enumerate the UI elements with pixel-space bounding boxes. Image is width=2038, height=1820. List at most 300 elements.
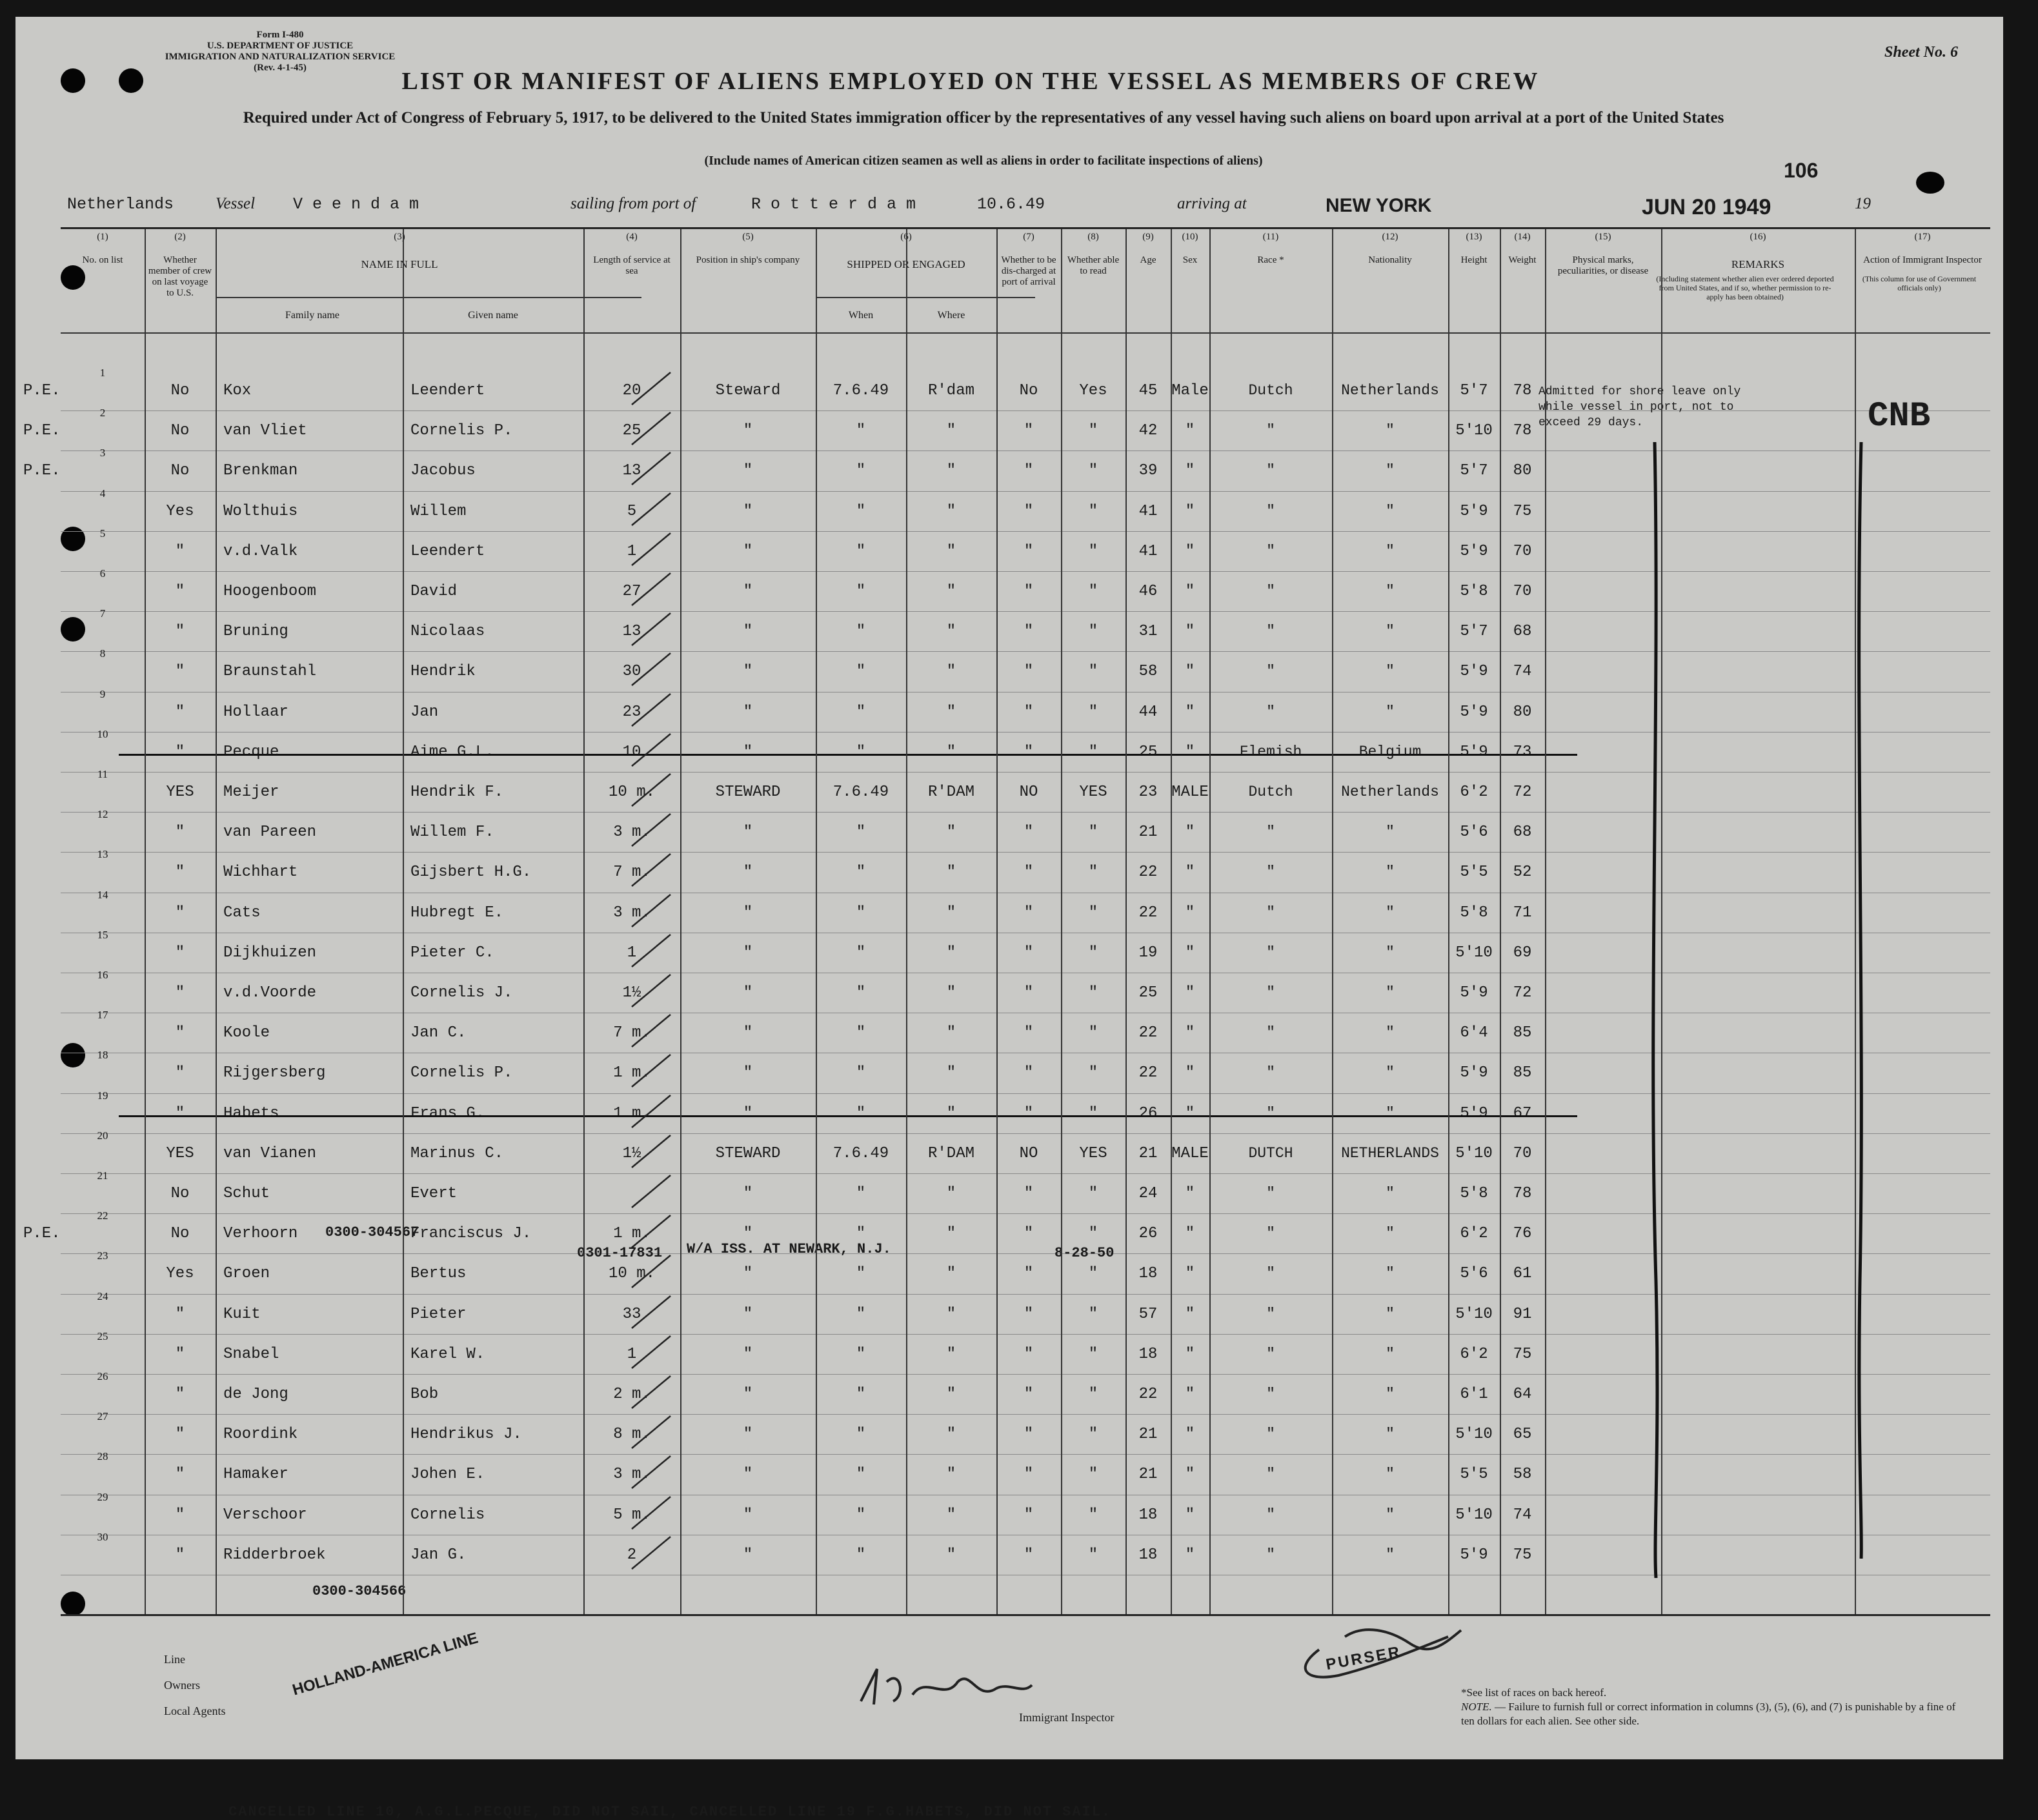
cell-crew: " xyxy=(175,1466,185,1484)
cell-disch: " xyxy=(1024,623,1034,641)
column-rule xyxy=(1500,229,1501,1614)
cell-height: 5'8 xyxy=(1460,583,1488,600)
cell-age: 25 xyxy=(1138,984,1158,1002)
agents-label: Local Agents xyxy=(164,1704,226,1717)
row16-date: 8-28-50 xyxy=(1054,1245,1115,1261)
cell-race: " xyxy=(1266,1426,1275,1443)
cell-service: 1 xyxy=(627,1345,637,1363)
row-number: 16 xyxy=(97,969,108,981)
cell-crew: Yes xyxy=(166,1265,194,1283)
cell-service: 1 xyxy=(627,944,637,962)
cell-nat: " xyxy=(1386,1426,1395,1443)
cell-position: Steward xyxy=(715,382,781,399)
column-rule xyxy=(996,229,998,1614)
cell-age: 39 xyxy=(1138,462,1158,480)
tick-mark xyxy=(629,1011,674,1050)
cell-family: Snabel xyxy=(223,1345,279,1363)
cell-crew: " xyxy=(175,1305,185,1323)
cell-where: " xyxy=(946,1386,956,1403)
races-note: *See list of races on back hereof. xyxy=(1461,1686,1607,1699)
cell-disch: " xyxy=(1024,502,1034,520)
cell-disch: " xyxy=(1024,542,1034,560)
cell-given: Cornelis P. xyxy=(410,1064,513,1082)
cell-when: " xyxy=(856,1104,866,1122)
tick-mark xyxy=(629,1172,674,1211)
cell-disch: " xyxy=(1024,1185,1034,1202)
row-number: 9 xyxy=(99,687,106,700)
cell-sex: " xyxy=(1185,1024,1195,1042)
cell-service: 2 xyxy=(627,1546,637,1564)
inspector-action-mark: CNB xyxy=(1868,397,1931,436)
cell-sex: " xyxy=(1185,502,1195,520)
column-number: (10) xyxy=(1182,232,1198,242)
cell-read: " xyxy=(1088,1185,1098,1202)
cell-service: 3 m. xyxy=(613,824,651,842)
cell-height: 5'9 xyxy=(1460,984,1488,1002)
cell-position: STEWARD xyxy=(715,1144,781,1162)
tick-mark xyxy=(629,851,674,889)
cell-nat: " xyxy=(1386,1345,1395,1362)
cell-where: " xyxy=(946,1185,956,1202)
cell-service: 3 m. xyxy=(613,1466,651,1484)
cell-when: " xyxy=(856,1386,866,1403)
cancellation-note: CANCELLED LINE 10, A.G.L.PECQUE, DID NOT SAIL, CANCELLED LINE 19 F.G.HABETS, DID NOT SAIL. xyxy=(228,1804,1112,1820)
cell-nat: Netherlands xyxy=(1341,784,1439,800)
cell-read: " xyxy=(1088,623,1098,641)
given-name-header: Given name xyxy=(468,310,518,321)
cell-disch: " xyxy=(1024,703,1034,721)
cell-position: " xyxy=(743,1185,753,1202)
cell-disch: " xyxy=(1024,1104,1034,1122)
cell-disch: NO xyxy=(1019,1144,1038,1162)
column-header: REMARKS xyxy=(1731,258,1785,270)
cell-crew: No xyxy=(170,422,190,440)
cell-family: Kuit xyxy=(223,1305,261,1323)
cell-race: " xyxy=(1266,1024,1275,1042)
cell-read: " xyxy=(1088,1024,1098,1042)
row-number: 12 xyxy=(97,808,108,821)
cell-nat: " xyxy=(1386,1305,1395,1322)
column-rule xyxy=(1171,229,1172,1614)
cell-read: " xyxy=(1088,1506,1098,1524)
cell-given: Johen E. xyxy=(410,1466,485,1484)
cell-disch: " xyxy=(1024,1426,1034,1444)
column-rule xyxy=(1855,229,1856,1614)
cell-where: R'DAM xyxy=(927,1144,974,1162)
cell-where: " xyxy=(946,1064,956,1082)
column-rule xyxy=(1125,229,1127,1614)
tick-mark xyxy=(629,691,674,729)
cell-service: 1 m. xyxy=(613,1104,651,1122)
cell-crew: " xyxy=(175,904,185,922)
row-rule xyxy=(61,450,1990,451)
tick-mark xyxy=(629,1413,674,1451)
cell-given: Willem xyxy=(410,502,467,520)
column-number: (6) xyxy=(900,232,912,242)
row16-file-number: 0300-304567 xyxy=(325,1224,419,1240)
cell-family: van Pareen xyxy=(223,824,317,842)
cell-sex: " xyxy=(1185,1345,1195,1363)
cell-crew: Yes xyxy=(166,502,194,520)
cell-weight: 61 xyxy=(1513,1265,1532,1283)
cell-where: " xyxy=(946,542,956,560)
cell-height: 5'9 xyxy=(1460,1546,1488,1564)
row-number: 30 xyxy=(97,1530,108,1543)
cell-race: " xyxy=(1266,462,1275,480)
cell-weight: 78 xyxy=(1513,382,1532,399)
vessel-name: V e e n d a m xyxy=(293,195,419,214)
column-rule xyxy=(1661,229,1662,1614)
column-rule xyxy=(1448,229,1449,1614)
cell-height: 5'10 xyxy=(1455,422,1493,440)
cell-service: 30 xyxy=(622,663,641,681)
cell-race: " xyxy=(1266,542,1275,560)
column-rule xyxy=(1209,229,1211,1614)
cell-age: 46 xyxy=(1138,583,1158,600)
cell-weight: 76 xyxy=(1513,1225,1532,1243)
cell-race: " xyxy=(1266,944,1275,961)
tick-mark xyxy=(629,931,674,970)
cell-crew: YES xyxy=(166,784,194,801)
cell-age: 25 xyxy=(1138,743,1158,761)
departure-date: 10.6.49 xyxy=(977,195,1045,214)
column-number: (14) xyxy=(1514,232,1531,242)
tick-mark xyxy=(629,1493,674,1532)
column-number: (4) xyxy=(626,232,638,242)
cell-disch: " xyxy=(1024,422,1034,440)
cell-where: " xyxy=(946,663,956,681)
row-rule xyxy=(61,1374,1990,1375)
cell-sex: " xyxy=(1185,1225,1195,1243)
cell-weight: 72 xyxy=(1513,984,1532,1002)
cell-family: Ridderbroek xyxy=(223,1546,326,1564)
cell-weight: 74 xyxy=(1513,663,1532,681)
column-header: Position in ship's company xyxy=(696,255,800,265)
cell-crew: " xyxy=(175,1386,185,1403)
revision: (Rev. 4-1-45) xyxy=(254,63,307,73)
cell-disch: " xyxy=(1024,583,1034,600)
cell-when: " xyxy=(856,1466,866,1484)
cell-crew: No xyxy=(170,1225,190,1243)
cell-position: " xyxy=(743,984,753,1002)
cell-race: " xyxy=(1266,583,1275,600)
cell-where: " xyxy=(946,1466,956,1484)
cell-weight: 58 xyxy=(1513,1466,1532,1484)
cell-position: " xyxy=(743,1225,753,1243)
cell-age: 22 xyxy=(1138,1024,1158,1042)
cell-read: " xyxy=(1088,1546,1098,1564)
penalty-note: NOTE. — Failure to furnish full or correct information in columns (3), (5), (6), and (7) is punishable by a fine of ten dollars for each alien. See other side. xyxy=(1461,1701,1956,1727)
cell-weight: 85 xyxy=(1513,1064,1532,1082)
cell-when: " xyxy=(856,743,866,761)
pe-mark: P.E. xyxy=(23,382,61,399)
cell-read: " xyxy=(1088,703,1098,721)
pe-mark: P.E. xyxy=(23,422,61,440)
cell-age: 22 xyxy=(1138,1386,1158,1403)
cell-position: " xyxy=(743,864,753,882)
cell-service: 10 m. xyxy=(608,784,655,801)
column-header: Whether to be dis-charged at port of arrival xyxy=(1001,255,1056,287)
cell-given: Jan G. xyxy=(410,1546,467,1564)
row-number: 29 xyxy=(97,1490,108,1503)
row-number: 25 xyxy=(97,1330,108,1342)
cell-family: Koole xyxy=(223,1024,270,1042)
cell-race: " xyxy=(1266,1265,1275,1282)
cell-when: " xyxy=(856,422,866,440)
row-number: 26 xyxy=(97,1370,108,1382)
row-number: 4 xyxy=(99,487,106,500)
cell-age: 22 xyxy=(1138,1064,1158,1082)
cell-nat: " xyxy=(1386,1024,1395,1042)
cell-age: 18 xyxy=(1138,1546,1158,1564)
cell-given: Franciscus J. xyxy=(410,1225,532,1243)
cell-where: R'DAM xyxy=(927,784,974,801)
stamp-number: 106 xyxy=(1784,159,1819,182)
cell-service: 8 m. xyxy=(613,1426,651,1444)
cell-age: 21 xyxy=(1138,1144,1158,1162)
row-number: 7 xyxy=(99,607,106,620)
cell-sex: " xyxy=(1185,623,1195,641)
cell-weight: 72 xyxy=(1513,784,1532,801)
cell-age: 24 xyxy=(1138,1185,1158,1202)
cell-nat: NETHERLANDS xyxy=(1341,1144,1439,1162)
cell-where: " xyxy=(946,703,956,721)
include-note: (Include names of American citizen seamen as well as aliens in order to facilitate inspections of aliens) xyxy=(704,154,1263,168)
cell-read: " xyxy=(1088,1386,1098,1403)
tick-mark xyxy=(629,771,674,809)
row-rule xyxy=(61,571,1990,572)
cell-given: Pieter xyxy=(410,1305,467,1323)
cell-crew: " xyxy=(175,1064,185,1082)
cell-given: Frans G. xyxy=(410,1104,485,1122)
owners-label: Owners xyxy=(164,1679,200,1692)
cell-position: " xyxy=(743,1024,753,1042)
tick-mark xyxy=(629,650,674,689)
cell-position: " xyxy=(743,1426,753,1444)
cell-nat: " xyxy=(1386,1225,1395,1242)
arrival-port: NEW YORK xyxy=(1326,195,1432,216)
cell-position: " xyxy=(743,1546,753,1564)
column-number: (16) xyxy=(1750,232,1766,242)
cell-service: 33 xyxy=(622,1305,641,1323)
cell-height: 5'9 xyxy=(1460,1104,1488,1122)
cell-nat: " xyxy=(1386,984,1395,1001)
tick-mark xyxy=(629,490,674,529)
cell-nat: " xyxy=(1386,1185,1395,1202)
row-rule xyxy=(61,531,1990,532)
column-header: Race * xyxy=(1257,255,1284,265)
column-number: (11) xyxy=(1262,232,1279,242)
cell-weight: 78 xyxy=(1513,1185,1532,1202)
row-rule xyxy=(61,1173,1990,1174)
cell-read: " xyxy=(1088,1104,1098,1122)
cell-disch: " xyxy=(1024,1024,1034,1042)
row-rule xyxy=(61,772,1990,773)
row-rule xyxy=(61,732,1990,733)
cell-when: " xyxy=(856,1024,866,1042)
row-number: 11 xyxy=(97,768,108,780)
cell-crew: No xyxy=(170,462,190,480)
cell-sex: MALE xyxy=(1171,1144,1209,1162)
cell-disch: " xyxy=(1024,1546,1034,1564)
cell-sex: " xyxy=(1185,743,1195,761)
agent-stamp: HOLLAND-AMERICA LINE xyxy=(290,1629,480,1699)
cell-weight: 70 xyxy=(1513,542,1532,560)
cell-family: v.d.Voorde xyxy=(223,984,317,1002)
cell-given: Leendert xyxy=(410,382,485,399)
cell-where: " xyxy=(946,1426,956,1444)
punch-hole xyxy=(61,68,85,93)
cell-position: " xyxy=(743,623,753,641)
tick-mark xyxy=(629,1533,674,1572)
row-rule xyxy=(61,1253,1990,1254)
cell-nat: " xyxy=(1386,462,1395,480)
row-rule xyxy=(61,491,1990,492)
cell-height: 5'8 xyxy=(1460,1185,1488,1202)
cell-age: 26 xyxy=(1138,1225,1158,1243)
cell-when: " xyxy=(856,1225,866,1243)
column-header: NAME IN FULL xyxy=(361,258,438,270)
cell-age: 22 xyxy=(1138,864,1158,882)
cell-when: " xyxy=(856,1305,866,1323)
cell-where: " xyxy=(946,502,956,520)
cell-nat: " xyxy=(1386,1265,1395,1282)
cell-weight: 65 xyxy=(1513,1426,1532,1444)
cell-nat: Belgium xyxy=(1358,743,1422,760)
cell-where: " xyxy=(946,824,956,842)
cell-when: " xyxy=(856,1426,866,1444)
row-number: 15 xyxy=(97,928,108,941)
cell-sex: " xyxy=(1185,1265,1195,1283)
cell-race: " xyxy=(1266,703,1275,720)
cell-service: 13 xyxy=(622,623,641,641)
tick-mark xyxy=(629,971,674,1010)
cell-read: " xyxy=(1088,1305,1098,1323)
row-number: 21 xyxy=(97,1169,108,1182)
cell-read: " xyxy=(1088,663,1098,681)
cell-when: 7.6.49 xyxy=(832,382,889,399)
cell-age: 19 xyxy=(1138,944,1158,962)
row-number: 6 xyxy=(99,567,106,580)
cell-sex: " xyxy=(1185,1386,1195,1403)
pe-mark: P.E. xyxy=(23,1225,61,1243)
cell-given: Hendrik F. xyxy=(410,784,504,801)
cell-sex: " xyxy=(1185,542,1195,560)
column-header: Sex xyxy=(1182,255,1198,265)
cell-when: " xyxy=(856,864,866,882)
column-header: Action of Immigrant Inspector xyxy=(1863,255,1982,265)
row-number: 1 xyxy=(99,367,106,379)
cell-crew: YES xyxy=(166,1144,194,1162)
cell-race: " xyxy=(1266,984,1275,1001)
pe-mark: P.E. xyxy=(23,462,61,480)
column-rule xyxy=(906,229,907,1614)
row-rule xyxy=(61,651,1990,652)
cell-weight: 64 xyxy=(1513,1386,1532,1403)
cell-given: Aime G.L. xyxy=(410,743,494,761)
column-rule xyxy=(816,229,817,1614)
column-number: (12) xyxy=(1382,232,1398,242)
cell-when: " xyxy=(856,1185,866,1202)
cell-nat: " xyxy=(1386,904,1395,921)
cell-family: Wolthuis xyxy=(223,502,298,520)
row-rule xyxy=(61,1213,1990,1214)
cell-height: 5'9 xyxy=(1460,502,1488,520)
cell-race: Dutch xyxy=(1248,784,1293,800)
cell-weight: 52 xyxy=(1513,864,1532,882)
cell-crew: " xyxy=(175,1345,185,1363)
cell-service: 3 m. xyxy=(613,904,651,922)
column-number: (9) xyxy=(1142,232,1154,242)
cell-crew: " xyxy=(175,583,185,600)
row-number: 28 xyxy=(97,1450,108,1463)
cell-weight: 68 xyxy=(1513,824,1532,842)
cell-race: " xyxy=(1266,1345,1275,1362)
cell-position: " xyxy=(743,1265,753,1283)
cell-read: " xyxy=(1088,904,1098,922)
cell-family: Hamaker xyxy=(223,1466,288,1484)
cell-when: " xyxy=(856,542,866,560)
cell-family: v.d.Valk xyxy=(223,542,298,560)
cell-given: Karel W. xyxy=(410,1345,485,1363)
when-header: When xyxy=(848,310,874,321)
cell-race: " xyxy=(1266,864,1275,881)
cell-service: 1½ xyxy=(622,984,641,1002)
cell-family: Roordink xyxy=(223,1426,298,1444)
row-number: 20 xyxy=(97,1129,108,1142)
cell-age: 41 xyxy=(1138,542,1158,560)
cell-family: Rijgersberg xyxy=(223,1064,326,1082)
cell-family: Schut xyxy=(223,1185,270,1202)
cell-race: " xyxy=(1266,502,1275,520)
cell-read: " xyxy=(1088,824,1098,842)
cell-sex: " xyxy=(1185,1426,1195,1444)
cell-family: de Jong xyxy=(223,1386,288,1403)
cell-race: Dutch xyxy=(1248,382,1293,399)
cell-height: 5'8 xyxy=(1460,904,1488,922)
column-rule xyxy=(145,229,146,1614)
cell-where: " xyxy=(946,1104,956,1122)
cell-sex: " xyxy=(1185,824,1195,842)
cell-where: " xyxy=(946,1225,956,1243)
shore-leave-remark: Admitted for shore leave only while vessel in port, not to exceed 29 days. xyxy=(1539,385,1741,429)
cell-crew: " xyxy=(175,824,185,842)
cell-race: " xyxy=(1266,1466,1275,1483)
cell-crew: " xyxy=(175,864,185,882)
cell-nat: " xyxy=(1386,502,1395,520)
cell-crew: " xyxy=(175,1426,185,1444)
cell-position: " xyxy=(743,663,753,681)
cell-height: 5'6 xyxy=(1460,1265,1488,1283)
cell-disch: " xyxy=(1024,1265,1034,1283)
action-ditto-stroke xyxy=(1848,442,1874,1559)
cell-weight: 80 xyxy=(1513,703,1532,721)
cell-disch: " xyxy=(1024,824,1034,842)
cell-position: " xyxy=(743,1064,753,1082)
cell-family: Brenkman xyxy=(223,462,298,480)
cell-position: " xyxy=(743,422,753,440)
cell-read: " xyxy=(1088,462,1098,480)
cell-given: Hendrikus J. xyxy=(410,1426,522,1444)
column-rule xyxy=(680,229,681,1614)
cell-disch: " xyxy=(1024,904,1034,922)
column-number: (5) xyxy=(742,232,754,242)
cell-height: 5'10 xyxy=(1455,1506,1493,1524)
sheet-number: Sheet No. 6 xyxy=(1884,44,1958,61)
cell-race: " xyxy=(1266,1506,1275,1523)
cell-race: " xyxy=(1266,1305,1275,1322)
cell-disch: " xyxy=(1024,1064,1034,1082)
